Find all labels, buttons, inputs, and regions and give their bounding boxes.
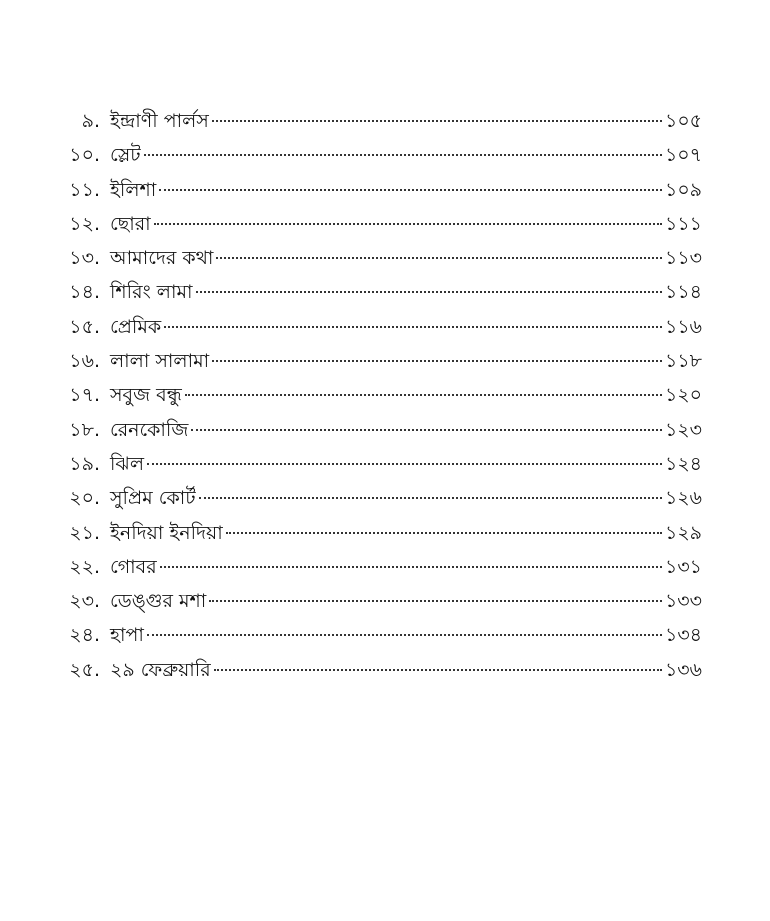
entry-number: ১৮. (69, 418, 100, 441)
dot-leader (196, 291, 662, 293)
dot-leader (147, 463, 662, 465)
entry-title: লালা সালামা (110, 350, 210, 373)
toc-entry (52, 550, 702, 584)
entry-page-number: ১২৬ (664, 487, 702, 510)
entry-title: ২৯ ফেব্রুয়ারি (110, 658, 211, 681)
entry-title: ছোরা (110, 212, 151, 235)
entry-page-number: ১২০ (664, 384, 702, 407)
entry-number: ১৪. (69, 281, 100, 304)
entry-page-number: ১১৬ (664, 315, 702, 338)
entry-title: স্লেট (110, 144, 141, 167)
dot-leader (164, 326, 662, 328)
entry-title: সুপ্রিম কোর্ট (110, 487, 196, 510)
entry-title: গোবর (110, 555, 157, 578)
entry-number: ২৩. (69, 590, 100, 613)
entry-page-number: ১২৩ (664, 418, 702, 441)
dot-leader (214, 669, 662, 671)
toc-entry (52, 310, 702, 344)
entry-number: ৯. (81, 110, 100, 132)
toc-entry (52, 447, 702, 481)
entry-title: ইন্দ্রাণী পার্লস (110, 110, 209, 132)
dot-leader (147, 634, 662, 636)
entry-number: ২৪. (69, 624, 100, 647)
entry-page-number: ১২৯ (664, 521, 702, 544)
entry-title: প্রেমিক (110, 315, 162, 338)
entry-page-number: ১৩৬ (664, 658, 702, 681)
entry-title: শিরিং লামা (110, 281, 193, 304)
toc-entry (52, 584, 702, 618)
toc-entry (52, 241, 702, 275)
toc-entry (52, 516, 702, 550)
entry-number: ২২. (69, 555, 100, 578)
entry-number: ২৫. (69, 658, 100, 681)
dot-leader (160, 566, 662, 568)
entry-title: ঝিল (110, 452, 144, 475)
dot-leader (209, 600, 662, 602)
toc-entry (52, 378, 702, 412)
entry-number: ১৩. (69, 247, 100, 270)
toc-entry (52, 413, 702, 447)
entry-title: ইলিশা (110, 178, 157, 201)
toc-entry (52, 275, 702, 309)
dot-leader (154, 223, 662, 225)
toc-entry (52, 618, 702, 652)
entry-number: ১৫. (69, 315, 100, 338)
entry-page-number: ১১৩ (664, 247, 702, 270)
entry-number: ১৯. (69, 452, 100, 475)
entry-number: ১১. (69, 178, 100, 201)
entry-page-number: ১০৭ (664, 144, 702, 167)
entry-number: ১৭. (69, 384, 100, 407)
toc-entry (52, 653, 702, 687)
toc-entry (52, 344, 702, 378)
entry-title: ইনদিয়া ইনদিয়া (110, 521, 223, 544)
entry-title: ডেঙ্গুর মশা (110, 590, 207, 613)
entry-page-number: ১৩৪ (664, 624, 702, 647)
dot-leader (212, 120, 662, 122)
dot-leader (144, 154, 662, 156)
entry-page-number: ১৩৩ (664, 590, 702, 613)
dot-leader (212, 360, 662, 362)
toc-entry (52, 138, 702, 172)
entry-title: হাপা (110, 624, 144, 647)
entry-number: ২১. (69, 521, 100, 544)
dot-leader (159, 189, 662, 191)
entry-title: রেনকোজি (110, 418, 189, 441)
dot-leader (191, 429, 662, 431)
entry-page-number: ১১৪ (665, 281, 702, 304)
toc-entry (52, 173, 702, 207)
entry-page-number: ১২৪ (664, 452, 702, 475)
entry-number: ১০. (69, 144, 100, 167)
dot-leader (199, 497, 662, 499)
table-of-contents (52, 104, 702, 687)
entry-page-number: ১১১ (665, 212, 702, 235)
dot-leader (226, 532, 662, 534)
dot-leader (185, 394, 662, 396)
entry-title: সবুজ বন্ধু (110, 384, 182, 407)
entry-number: ২০. (69, 487, 100, 510)
dot-leader (216, 257, 662, 259)
entry-page-number: ১০৫ (664, 110, 702, 132)
toc-entry (52, 207, 702, 241)
entry-page-number: ১১৮ (665, 350, 702, 373)
entry-page-number: ১৩১ (664, 555, 702, 578)
toc-entry (52, 104, 702, 138)
entry-title: আমাদের কথা (110, 247, 214, 270)
entry-number: ১৬. (69, 350, 100, 373)
entry-number: ১২. (69, 212, 100, 235)
toc-entry (52, 481, 702, 515)
entry-page-number: ১০৯ (664, 178, 702, 201)
